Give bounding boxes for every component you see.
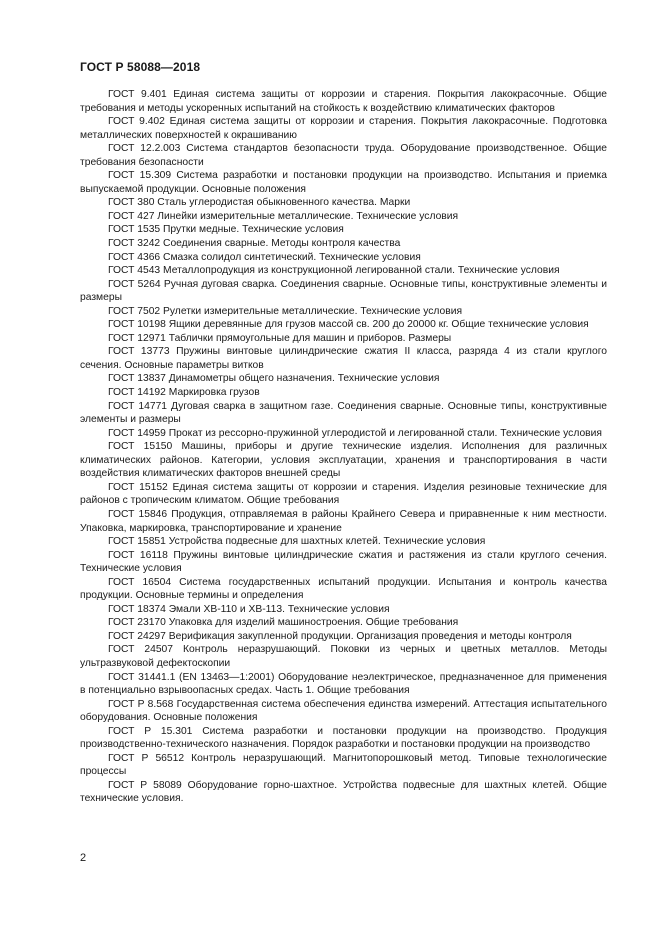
reference-item: ГОСТ 18374 Эмали ХВ-110 и ХВ-113. Технические условия [108,603,390,615]
reference-item: ГОСТ 1535 Прутки медные. Технические условия [108,224,344,236]
reference-item: ГОСТ 9.401 Единая система защиты от коррозии и старения. Покрытия лакокрасочные. Общие требования и методы ускоренных испытаний на стойкость к воздействию климатических факторов [80,89,607,114]
reference-item: ГОСТ Р 15.301 Система разработки и постановки продукции на производство. Продукция производственно-технического назначения. Порядок разработки и постановки продукции на производство [80,725,607,751]
document-header: ГОСТ Р 58088—2018 [80,60,201,74]
reference-item: ГОСТ 9.402 Единая система защиты от коррозии и старения. Покрытия лакокрасочные. Подготовка металлических поверхностей к окрашиванию [80,116,607,141]
reference-item: ГОСТ 23170 Упаковка для изделий машиностроения. Общие требования [108,617,459,629]
reference-item: ГОСТ 380 Сталь углеродистая обыкновенного качества. Марки [108,197,411,209]
reference-item: ГОСТ 31441.1 (EN 13463—1:2001) Оборудование неэлектрическое, предназначенное для применения в потенциально взрывоопасных средах. Часть 1. Общие требования [80,671,607,697]
reference-item: ГОСТ 427 Линейки измерительные металлические. Технические условия [108,210,459,222]
reference-item: ГОСТ 24297 Верификация закупленной продукции. Организация проведения и методы контроля [108,630,572,642]
reference-item: ГОСТ 13837 Динамометры общего назначения. Технические условия [108,373,440,385]
reference-item: ГОСТ 15846 Продукция, отправляемая в районы Крайнего Севера и приравненные к ним местности. Упаковка, маркировка, транспортирование и хранение [80,508,607,534]
reference-item: ГОСТ 16118 Пружины винтовые цилиндрические сжатия и растяжения из стали круглого сечения. Технические условия [80,549,607,575]
reference-item: ГОСТ Р 58089 Оборудование горно-шахтное. Устройства подвесные для шахтных клетей. Общие технические условия. [80,779,607,805]
reference-item: ГОСТ 4366 Смазка солидол синтетический. Технические условия [108,251,421,263]
references-list [80,88,607,806]
reference-item: ГОСТ 5264 Ручная дуговая сварка. Соединения сварные. Основные типы, конструктивные элементы и размеры [80,278,607,304]
reference-item: ГОСТ 12.2.003 Система стандартов безопасности труда. Оборудование производственное. Общие требования безопасности [80,143,607,168]
reference-item: ГОСТ 3242 Соединения сварные. Методы контроля качества [108,238,401,250]
reference-item: ГОСТ 14959 Прокат из рессорно-пружинной углеродистой и легированной стали. Технические условия [108,427,602,439]
reference-item: ГОСТ 15.309 Система разработки и постановки продукции на производство. Испытания и приемка выпускаемой продукции. Основные положения [80,170,607,195]
reference-item: ГОСТ 15152 Единая система защиты от коррозии и старения. Изделия резиновые технические для районов с тропическим климатом. Общие требования [80,481,607,507]
reference-item: ГОСТ 10198 Ящики деревянные для грузов массой св. 200 до 20000 кг. Общие технические условия [108,319,589,331]
reference-item: ГОСТ 14771 Дуговая сварка в защитном газе. Соединения сварные. Основные типы, конструктивные элементы и размеры [80,400,607,426]
reference-item: ГОСТ 13773 Пружины винтовые цилиндрические сжатия II класса, разряда 4 из стали круглого сечения. Основные параметры витков [80,346,607,371]
page-number: 2 [80,852,87,864]
reference-item: ГОСТ 15150 Машины, приборы и другие технические изделия. Исполнения для различных климатических районов. Категории, условия эксплуатации, хранения и транспортирования в части воздействия климатических факторов внешней среды [80,441,607,480]
reference-item: ГОСТ 4543 Металлопродукция из конструкционной легированной стали. Технические условия [108,265,560,277]
reference-item: ГОСТ 7502 Рулетки измерительные металлические. Технические условия [108,305,463,317]
reference-item: ГОСТ 16504 Система государственных испытаний продукции. Испытания и контроль качества продукции. Основные термины и определения [80,576,607,602]
reference-item: ГОСТ Р 56512 Контроль неразрушающий. Магнитопорошковый метод. Типовые технологические процессы [80,752,607,778]
reference-item: ГОСТ 15851 Устройства подвесные для шахтных клетей. Технические условия [108,536,486,548]
reference-item: ГОСТ 14192 Маркировка грузов [108,387,260,399]
reference-item: ГОСТ 12971 Таблички прямоугольные для машин и приборов. Размеры [108,332,452,344]
reference-item: ГОСТ 24507 Контроль неразрушающий. Поковки из черных и цветных металлов. Методы ультразвуковой дефектоскопии [80,644,607,669]
reference-item: ГОСТ Р 8.568 Государственная система обеспечения единства измерений. Аттестация испытательного оборудования. Основные положения [80,698,607,724]
